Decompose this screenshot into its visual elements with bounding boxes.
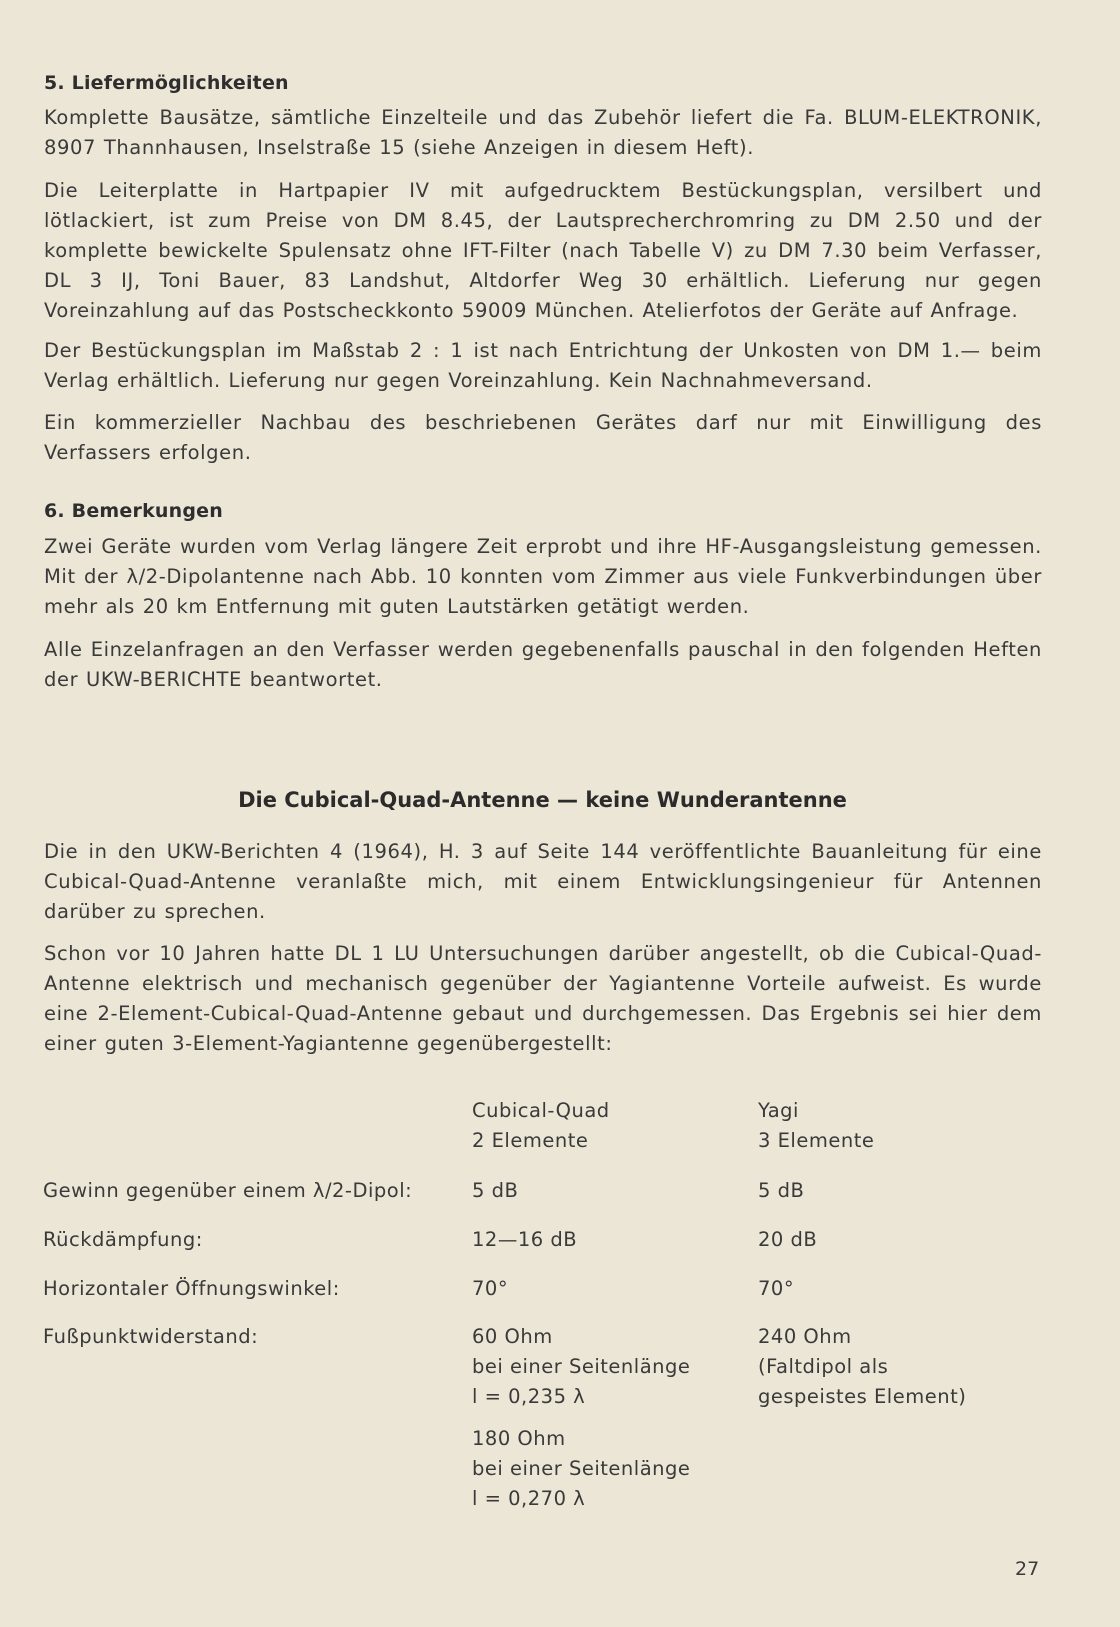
row-gain-yagi: 5 dB bbox=[758, 1179, 805, 1202]
footpoint-yagi-note-1: (Faltdipol als bbox=[758, 1355, 889, 1378]
footpoint-yagi-value: 240 Ohm bbox=[758, 1325, 852, 1348]
section-5-paragraph-2: Die Leiterplatte in Hartpapier IV mit aufgedrucktem Bestückungsplan, versilbert und lötlackiert, ist zum Preise von DM 8.45, der Lautsprecherchromring zu DM 2.50 und der komplette bewickelte Spulensatz ohne IFT-Filter (nach Tabelle V) zu DM 7.30 beim Verfasser, DL 3 IJ, Toni Bauer, 83 Landshut, Altdorfer Weg 30 erhältlich. Lieferung nur gegen Voreinzahlung auf das Postscheckkonto 59009 München. Atelierfotos der Geräte auf Anfrage. bbox=[44, 179, 1042, 322]
header-yagi-elements: 3 Elemente bbox=[758, 1129, 875, 1152]
row-angle-yagi: 70° bbox=[758, 1277, 795, 1300]
row-footpoint-yagi bbox=[758, 1322, 966, 1412]
section-5-paragraph-4: Ein kommerzieller Nachbau des beschriebenen Gerätes darf nur mit Einwilligung des Verfassers erfolgen. bbox=[44, 411, 1042, 464]
footpoint-quad-alt-note-1: bei einer Seitenlänge bbox=[472, 1457, 691, 1480]
footpoint-quad-note-2: l = 0,235 λ bbox=[472, 1385, 586, 1408]
section-6-heading: 6. Bemerkungen bbox=[44, 500, 223, 522]
header-yagi-name: Yagi bbox=[758, 1099, 799, 1122]
footpoint-quad-note-1: bei einer Seitenlänge bbox=[472, 1355, 691, 1378]
article-title: Die Cubical-Quad-Antenne — keine Wunderantenne bbox=[238, 788, 847, 812]
article-paragraph-2: Schon vor 10 Jahren hatte DL 1 LU Untersuchungen darüber angestellt, ob die Cubical-Quad-Antenne elektrisch und mechanisch gegenüber der Yagiantenne Vorteile aufweist. Es wurde eine 2-Element-Cubical-Quad-Antenne gebaut und durchgemessen. Das Ergebnis sei hier dem einer guten 3-Element-Yagiantenne gegenübergestellt: bbox=[44, 942, 1042, 1055]
row-label-angle: Horizontaler Öffnungswinkel: bbox=[43, 1277, 340, 1300]
footpoint-quad-alt-note-2: l = 0,270 λ bbox=[472, 1487, 586, 1510]
footpoint-quad-value: 60 Ohm bbox=[472, 1325, 553, 1348]
header-quad-elements: 2 Elemente bbox=[472, 1129, 589, 1152]
table-header-quad bbox=[472, 1096, 610, 1156]
section-6-paragraph-1: Zwei Geräte wurden vom Verlag längere Zeit erprobt und ihre HF-Ausgangsleistung gemessen. Mit der λ/2-Dipolantenne nach Abb. 10 konnten vom Zimmer aus viele Funkverbindungen über mehr als 20 km Entfernung mit guten Lautstärken getätigt werden. bbox=[44, 535, 1042, 618]
article-paragraph-1: Die in den UKW-Berichten 4 (1964), H. 3 auf Seite 144 veröffentlichte Bauanleitung für eine Cubical-Quad-Antenne veranlaßte mich, mit einem Entwicklungsingenieur für Antennen darüber zu sprechen. bbox=[44, 840, 1042, 923]
row-label-gain: Gewinn gegenüber einem λ/2-Dipol: bbox=[43, 1179, 413, 1202]
section-5-paragraph-3: Der Bestückungsplan im Maßstab 2 : 1 ist nach Entrichtung der Unkosten von DM 1.— beim Verlag erhältlich. Lieferung nur gegen Voreinzahlung. Kein Nachnahmeversand. bbox=[44, 339, 1042, 392]
page-number: 27 bbox=[1015, 1558, 1040, 1580]
header-quad-name: Cubical-Quad bbox=[472, 1099, 610, 1122]
row-footpoint-quad bbox=[472, 1322, 690, 1412]
row-label-footpoint: Fußpunktwiderstand: bbox=[43, 1325, 259, 1348]
row-label-backdamping: Rückdämpfung: bbox=[43, 1228, 203, 1251]
row-gain-quad: 5 dB bbox=[472, 1179, 519, 1202]
section-5-heading: 5. Liefermöglichkeiten bbox=[44, 72, 289, 94]
footpoint-quad-alt-value: 180 Ohm bbox=[472, 1427, 566, 1450]
row-angle-quad: 70° bbox=[472, 1277, 509, 1300]
section-5-paragraph-1: Komplette Bausätze, sämtliche Einzelteile und das Zubehör liefert die Fa. BLUM-ELEKTRONIK, 8907 Thannhausen, Inselstraße 15 (siehe Anzeigen in diesem Heft). bbox=[44, 106, 1042, 159]
section-6-paragraph-2: Alle Einzelanfragen an den Verfasser werden gegebenenfalls pauschal in den folgenden Heften der UKW-BERICHTE beantwortet. bbox=[44, 638, 1042, 691]
row-backdamping-quad: 12—16 dB bbox=[472, 1228, 578, 1251]
row-footpoint-quad-alt bbox=[472, 1424, 690, 1514]
footpoint-yagi-note-2: gespeistes Element) bbox=[758, 1385, 967, 1408]
row-backdamping-yagi: 20 dB bbox=[758, 1228, 818, 1251]
table-header-yagi bbox=[758, 1096, 874, 1156]
